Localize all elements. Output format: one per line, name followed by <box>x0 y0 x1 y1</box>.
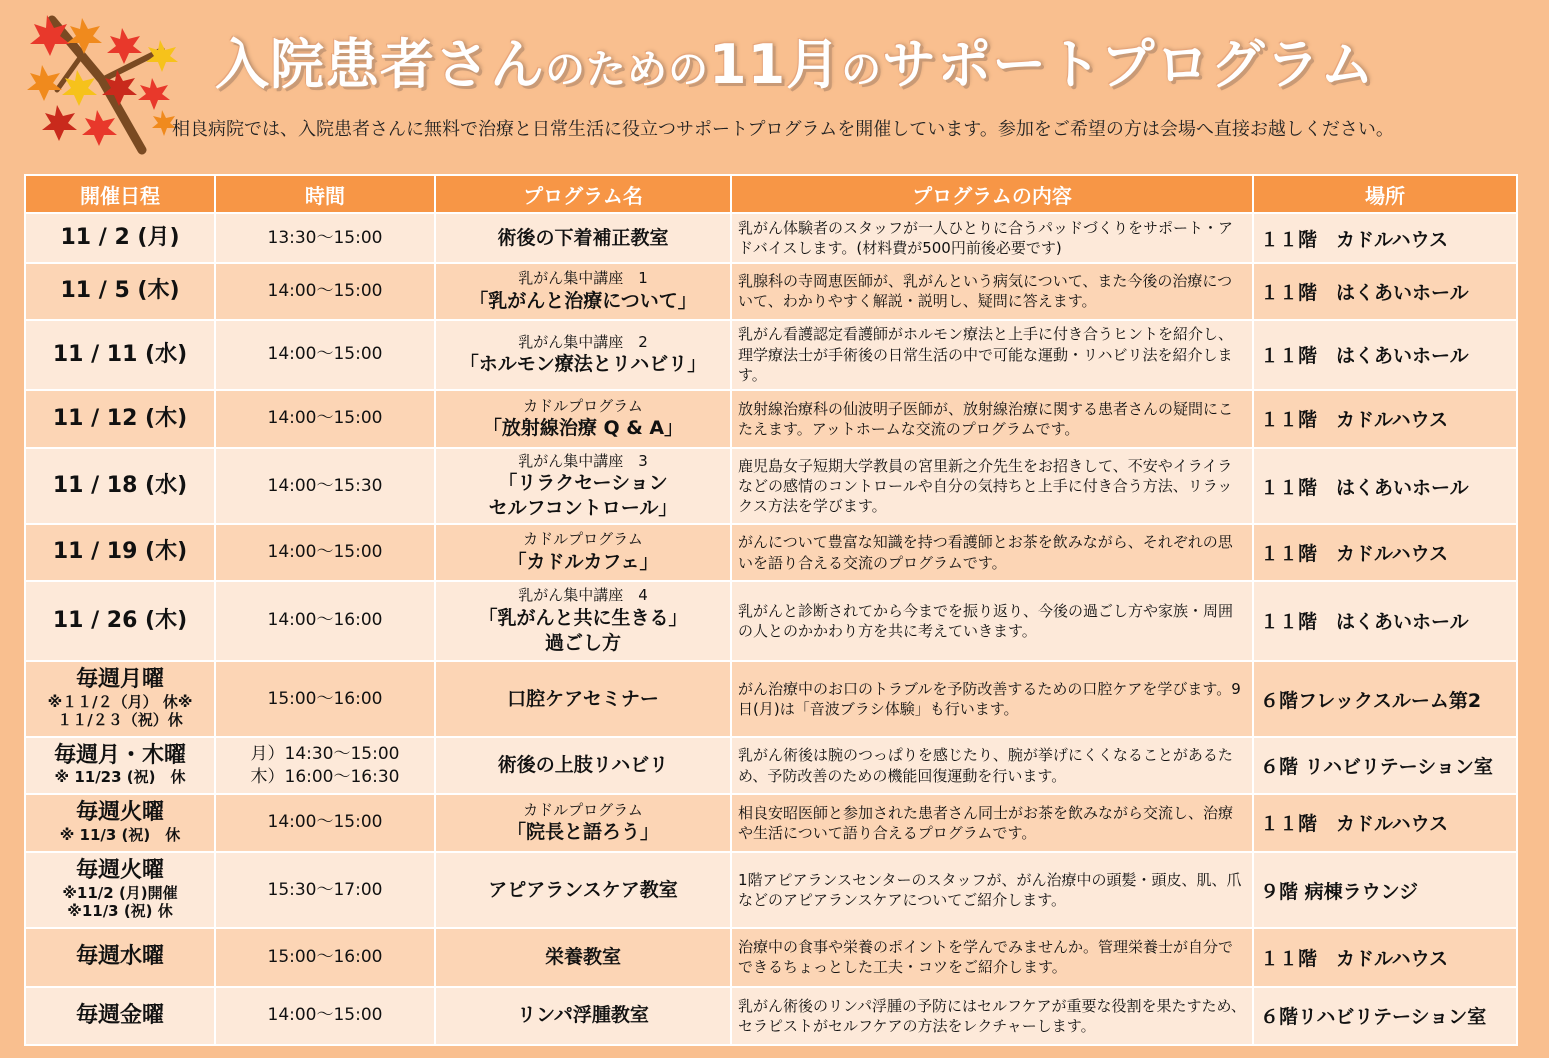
cell-program-content: 乳がん看護認定看護師がホルモン療法と上手に付き合うヒントを紹介し、理学療法士が手術後の日常生活の中で可能な運動・リハビリ法を紹介します。 <box>731 320 1253 390</box>
cell-program-name <box>435 661 731 737</box>
cell-program-content: 乳腺科の寺岡恵医師が、乳がんという病気について、また今後の治療について、わかりやすく解説・説明し、疑問に答えます。 <box>731 263 1253 319</box>
maple-leaves-icon <box>22 10 182 155</box>
cell-program-name <box>435 737 731 793</box>
time-line: 15:00〜16:00 <box>267 688 383 709</box>
table-row <box>25 263 1517 319</box>
time-line: 月）14:30〜15:00 <box>250 743 400 764</box>
program-title: 術後の上肢リハビリ <box>497 754 669 777</box>
program-title: 過ごし方 <box>544 631 621 654</box>
program-title: 「リラクセーション <box>498 472 668 495</box>
table-row <box>25 448 1517 524</box>
program-title: 口腔ケアセミナー <box>507 687 659 710</box>
cell-place: １１階 カドルハウス <box>1253 794 1517 852</box>
cell-program-content: 乳がんと診断されてから今までを振り返り、今後の過ごし方や家族・周囲の人とのかかわり方を共に考えていきます。 <box>731 581 1253 661</box>
header-time: 時間 <box>215 175 435 213</box>
date-label: 毎週火曜 <box>75 858 164 884</box>
program-series: 乳がん集中講座 4 <box>518 586 648 605</box>
program-series: カドルプログラム <box>523 800 643 819</box>
header-program-name: プログラム名 <box>435 175 731 213</box>
cell-place: １１階 カドルハウス <box>1253 390 1517 448</box>
cell-program-name <box>435 263 731 319</box>
table-row <box>25 524 1517 580</box>
date-label: 11 / 2 (月) <box>60 225 180 251</box>
cell-program-content: 乳がん術後のリンパ浮腫の予防にはセルフケアが重要な役割を果たすため、セラピストがセルフケアの方法をレクチャーします。 <box>731 987 1253 1045</box>
date-label: 毎週月・木曜 <box>53 743 186 769</box>
time-line: 14:00〜15:00 <box>267 542 383 563</box>
time-line: 14:00〜15:00 <box>267 812 383 833</box>
program-title: 「乳がんと共に生きる」 <box>478 606 688 629</box>
cell-time <box>215 448 435 524</box>
table-row <box>25 737 1517 793</box>
time-line: 15:00〜16:00 <box>267 947 383 967</box>
header-date: 開催日程 <box>25 175 215 213</box>
cell-time <box>215 390 435 448</box>
cell-date <box>25 987 215 1045</box>
cell-date <box>25 320 215 390</box>
cell-date <box>25 390 215 448</box>
time-line: 木）16:00〜16:30 <box>250 766 400 787</box>
cell-place: ９階 病棟ラウンジ <box>1253 852 1517 928</box>
schedule-table <box>24 174 1518 1046</box>
cell-program-content: 鹿児島女子短期大学教員の宮里新之介先生をお招きして、不安やイライラなどの感情のコントロールや自分の気持ちと上手に付き合う方法、リラックス方法を学びます。 <box>731 448 1253 524</box>
time-line: 14:00〜15:00 <box>267 280 383 301</box>
header-program-content: プログラムの内容 <box>731 175 1253 213</box>
table-row <box>25 390 1517 448</box>
cell-place: １１階 はくあいホール <box>1253 320 1517 390</box>
time-line: 14:00〜15:30 <box>267 475 383 496</box>
cell-program-name <box>435 390 731 448</box>
date-note: ※11/3 (祝) 休 <box>67 902 173 921</box>
cell-time <box>215 661 435 737</box>
table-row <box>25 320 1517 390</box>
program-series: 乳がん集中講座 2 <box>518 332 648 351</box>
table-row <box>25 581 1517 661</box>
cell-place: ６階フレックスルーム第2 <box>1253 661 1517 737</box>
program-title: 「院長と語ろう」 <box>506 821 659 844</box>
cell-program-content: 治療中の食事や栄養のポイントを学んでみませんか。管理栄養士が自分でできるちょっとした工夫・コツをご紹介します。 <box>731 928 1253 986</box>
header-place: 場所 <box>1253 175 1517 213</box>
cell-date <box>25 524 215 580</box>
date-label: 11 / 26 (木) <box>52 607 188 633</box>
program-title: アピアランスケア教室 <box>488 878 678 901</box>
table-row <box>25 852 1517 928</box>
date-label: 毎週火曜 <box>75 800 164 826</box>
program-title: 術後の下着補正教室 <box>497 226 669 249</box>
date-note: １１/２３（祝）休 <box>57 711 183 730</box>
cell-place: １１階 カドルハウス <box>1253 213 1517 263</box>
cell-time <box>215 794 435 852</box>
program-title: セルフコントロール」 <box>488 497 678 520</box>
cell-date <box>25 448 215 524</box>
date-label: 毎週金曜 <box>75 1002 164 1028</box>
program-title: 「乳がんと治療について」 <box>469 289 697 312</box>
table-row <box>25 213 1517 263</box>
program-series: 乳がん集中講座 3 <box>518 451 648 470</box>
date-label: 毎週水曜 <box>75 944 164 970</box>
cell-date <box>25 581 215 661</box>
cell-place: １１階 はくあいホール <box>1253 263 1517 319</box>
table-body <box>25 213 1517 1045</box>
date-label: 11 / 12 (木) <box>52 405 188 431</box>
cell-program-content: 乳がん体験者のスタッフが一人ひとりに合うパッドづくりをサポート・アドバイスします。(材料費が500円前後必要です) <box>731 213 1253 263</box>
date-note: ※ 11/3 (祝) 休 <box>59 825 181 844</box>
cell-date <box>25 928 215 986</box>
cell-time <box>215 928 435 986</box>
cell-program-name <box>435 852 731 928</box>
date-label: 11 / 11 (水) <box>52 341 188 367</box>
program-title: 栄養教室 <box>544 946 621 969</box>
cell-program-name <box>435 794 731 852</box>
table-row <box>25 928 1517 986</box>
table-row <box>25 661 1517 737</box>
cell-time <box>215 852 435 928</box>
time-line: 15:30〜17:00 <box>267 879 383 900</box>
cell-program-name <box>435 448 731 524</box>
cell-program-content: 1階アピアランスセンターのスタッフが、がん治療中の頭髪・頭皮、肌、爪などのアピアランスケアについてご紹介します。 <box>731 852 1253 928</box>
program-title: 「ホルモン療法とリハビリ」 <box>459 353 707 376</box>
cell-program-content: がんについて豊富な知識を持つ看護師とお茶を飲みながら、それぞれの思いを語り合える交流のプログラムです。 <box>731 524 1253 580</box>
program-title: 「カドルカフェ」 <box>507 550 659 573</box>
cell-program-content: 乳がん術後は腕のつっぱりを感じたり、腕が挙げにくくなることがあるため、予防改善のための機能回復運動を行います。 <box>731 737 1253 793</box>
table-header-row <box>25 175 1517 213</box>
cell-time <box>215 581 435 661</box>
table-row <box>25 794 1517 852</box>
cell-program-name <box>435 320 731 390</box>
cell-place: １１階 はくあいホール <box>1253 448 1517 524</box>
cell-time <box>215 524 435 580</box>
cell-date <box>25 661 215 737</box>
cell-place: ６階リハビリテーション室 <box>1253 987 1517 1045</box>
page-title: 入院患者さんのための11月のサポートプログラム <box>215 33 1375 96</box>
cell-date <box>25 213 215 263</box>
cell-program-content: 相良安昭医師と参加された患者さん同士がお茶を飲みながら交流し、治療や生活について語り合えるプログラムです。 <box>731 794 1253 852</box>
table-row <box>25 987 1517 1045</box>
cell-program-name <box>435 928 731 986</box>
page-subtitle: 相良病院では、入院患者さんに無料で治療と日常生活に役立つサポートプログラムを開催しています。参加をご希望の方は会場へ直接お越しください。 <box>172 119 1394 140</box>
time-line: 14:00〜15:00 <box>267 344 383 365</box>
date-label: 11 / 18 (水) <box>52 473 188 499</box>
cell-date <box>25 794 215 852</box>
program-title: 「放射線治療 Q & A」 <box>482 417 684 440</box>
date-label: 11 / 19 (木) <box>52 539 188 565</box>
time-line: 14:00〜16:00 <box>267 610 383 631</box>
date-note: ※１１/２（月） 休※ <box>47 692 193 711</box>
date-label: 11 / 5 (木) <box>60 278 180 304</box>
cell-program-name <box>435 213 731 263</box>
cell-program-content: がん治療中のお口のトラブルを予防改善するための口腔ケアを学びます。9日(月)は「音波ブラシ体験」も行います。 <box>731 661 1253 737</box>
cell-place: ６階 リハビリテーション室 <box>1253 737 1517 793</box>
cell-date <box>25 263 215 319</box>
cell-program-name <box>435 524 731 580</box>
date-note: ※11/2 (月)開催 <box>62 883 178 902</box>
time-line: 13:30〜15:00 <box>267 227 383 248</box>
cell-place: １１階 はくあいホール <box>1253 581 1517 661</box>
cell-time <box>215 320 435 390</box>
date-label: 毎週月曜 <box>75 667 164 693</box>
cell-date <box>25 852 215 928</box>
program-title: リンパ浮腫教室 <box>517 1004 649 1027</box>
cell-time <box>215 263 435 319</box>
cell-date <box>25 737 215 793</box>
cell-place: １１階 カドルハウス <box>1253 524 1517 580</box>
time-line: 14:00〜15:00 <box>267 408 383 429</box>
cell-place: １１階 カドルハウス <box>1253 928 1517 986</box>
program-series: 乳がん集中講座 1 <box>518 269 648 288</box>
cell-time <box>215 987 435 1045</box>
cell-program-name <box>435 987 731 1045</box>
program-series: カドルプログラム <box>523 530 643 549</box>
cell-time <box>215 737 435 793</box>
date-note: ※ 11/23 (祝) 休 <box>54 768 186 787</box>
program-series: カドルプログラム <box>523 396 643 415</box>
cell-program-content: 放射線治療科の仙波明子医師が、放射線治療に関する患者さんの疑問にこたえます。アットホームな交流のプログラムです。 <box>731 390 1253 448</box>
cell-time <box>215 213 435 263</box>
cell-program-name <box>435 581 731 661</box>
time-line: 14:00〜15:00 <box>267 1005 383 1026</box>
